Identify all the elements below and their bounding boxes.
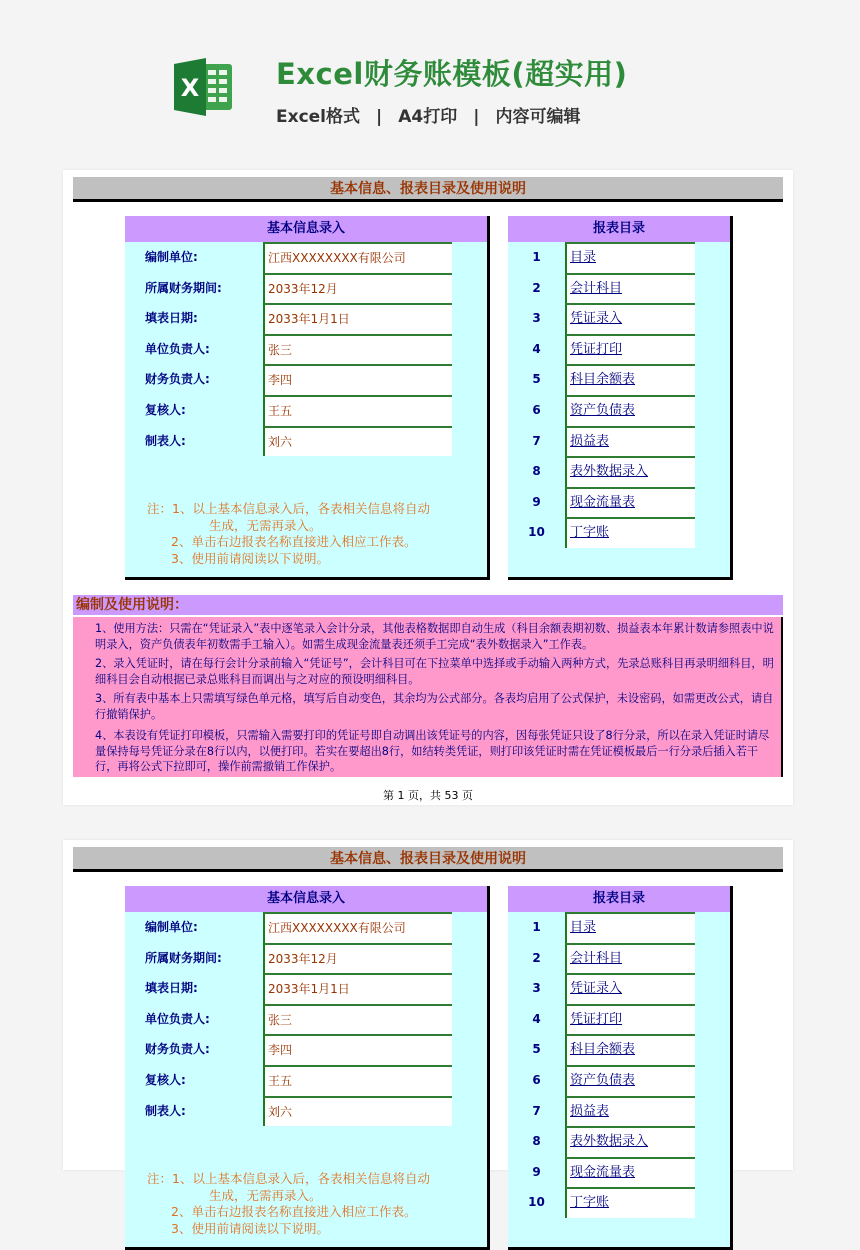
catalog-link[interactable]: 会计科目 <box>565 943 695 974</box>
note-line: 2、单击右边报表名称直接进入相应工作表。 <box>171 1204 417 1219</box>
field-value-cell[interactable]: 王五 <box>263 395 452 426</box>
catalog-number: 8 <box>532 464 541 479</box>
field-value-cell[interactable]: 张三 <box>263 334 452 365</box>
catalog-number: 9 <box>532 1164 541 1179</box>
sheet-page-1 <box>63 170 793 805</box>
feature-editable: 内容可编辑 <box>495 107 581 127</box>
field-value-cell[interactable]: 江西XXXXXXXX有限公司 <box>263 242 452 273</box>
catalog-title: 报表目录 <box>508 886 730 912</box>
info-row <box>125 1004 487 1035</box>
instruction-item: 3、所有表中基本上只需填写绿色单元格，填写后自动变色，其余均为公式部分。各表均启用了公式保护，未设密码，如需更改公式，请自行撤销保护。 <box>95 692 774 721</box>
catalog-number: 10 <box>528 525 545 540</box>
catalog-number: 1 <box>532 250 541 264</box>
field-label: 财务负责人: <box>145 372 210 387</box>
catalog-link[interactable]: 凭证录入 <box>565 973 695 1004</box>
info-row <box>125 1065 487 1096</box>
catalog-number: 4 <box>532 1011 541 1026</box>
catalog-number: 9 <box>532 494 541 509</box>
field-label: 所属财务期间: <box>145 950 222 965</box>
catalog-link[interactable]: 损益表 <box>565 426 695 457</box>
note-line: 生成，无需再录入。 <box>209 517 322 533</box>
info-row <box>125 426 487 457</box>
info-row <box>125 973 487 1004</box>
catalog-row <box>508 1034 730 1065</box>
catalog-row <box>508 395 730 426</box>
field-value-cell[interactable]: 江西XXXXXXXX有限公司 <box>263 912 452 943</box>
catalog-number: 7 <box>532 433 541 448</box>
catalog-row <box>508 912 730 943</box>
separator: | <box>376 107 383 127</box>
page-title: Excel财务账模板(超实用) <box>276 57 628 91</box>
note-line: 2、单击右边报表名称直接进入相应工作表。 <box>171 534 417 549</box>
catalog-number: 2 <box>532 950 541 965</box>
catalog-link[interactable]: 资产负债表 <box>565 395 695 426</box>
note-line: 注：1、以上基本信息录入后，各表相关信息将自动 <box>147 501 430 516</box>
info-row <box>125 364 487 395</box>
page-footer: 第 1 页，共 53 页 <box>383 789 473 802</box>
catalog-row <box>508 426 730 457</box>
field-label: 编制单位: <box>145 920 198 934</box>
info-row <box>125 912 487 943</box>
instruction-item: 4、本表设有凭证打印模板，只需输入需要打印的凭证号即自动调出该凭证号的内容，因每张凭证只设了8行分录，所以在录入凭证时请尽量保持每号凭证分录在8行以内，以便打印。若实在要超出8行，如结转类凭证，则打印该凭证时需在凭证模板最后一行分录后插入若干行，再将公式下拉即可，操作前需撤销工作保护。 <box>95 729 770 773</box>
note-line: 生成，无需再录入。 <box>209 1187 322 1203</box>
field-label: 财务负责人: <box>145 1042 210 1057</box>
catalog-link[interactable]: 目录 <box>565 912 695 943</box>
field-label: 制表人: <box>145 1103 186 1118</box>
catalog-number: 3 <box>532 311 541 326</box>
catalog-link[interactable]: 表外数据录入 <box>565 456 695 487</box>
catalog-row <box>508 517 730 548</box>
info-row <box>125 1034 487 1065</box>
catalog-panel <box>508 216 733 580</box>
catalog-title: 报表目录 <box>508 216 730 242</box>
sheet-banner: 基本信息、报表目录及使用说明 <box>73 847 783 872</box>
basic-info-title: 基本信息录入 <box>125 886 487 912</box>
field-value-cell[interactable]: 李四 <box>263 1034 452 1065</box>
catalog-link[interactable]: 损益表 <box>565 1096 695 1127</box>
info-row <box>125 303 487 334</box>
catalog-row <box>508 456 730 487</box>
field-value-cell[interactable]: 刘六 <box>263 1096 452 1127</box>
catalog-row <box>508 334 730 365</box>
info-row <box>125 943 487 974</box>
basic-info-title: 基本信息录入 <box>125 216 487 242</box>
field-label: 复核人: <box>145 1072 186 1087</box>
catalog-link[interactable]: 会计科目 <box>565 273 695 304</box>
catalog-link[interactable]: 科目余额表 <box>565 364 695 395</box>
info-notes <box>147 1171 430 1237</box>
catalog-panel <box>508 886 733 1250</box>
catalog-row <box>508 364 730 395</box>
info-row <box>125 395 487 426</box>
catalog-link[interactable]: 凭证打印 <box>565 334 695 365</box>
catalog-link[interactable]: 科目余额表 <box>565 1034 695 1065</box>
catalog-number: 5 <box>532 372 541 387</box>
info-notes <box>147 501 430 567</box>
catalog-row <box>508 1126 730 1157</box>
catalog-number: 6 <box>532 1072 541 1087</box>
catalog-number: 8 <box>532 1134 541 1149</box>
sheet-banner: 基本信息、报表目录及使用说明 <box>73 177 783 202</box>
field-label: 单位负责人: <box>145 1011 210 1026</box>
catalog-number: 6 <box>532 402 541 417</box>
field-value-cell[interactable]: 2033年12月 <box>263 273 452 304</box>
field-value-cell[interactable]: 2033年1月1日 <box>263 303 452 334</box>
separator: | <box>473 107 480 127</box>
catalog-link[interactable]: 表外数据录入 <box>565 1126 695 1157</box>
catalog-row <box>508 1065 730 1096</box>
instructions-body <box>73 617 783 777</box>
info-row <box>125 273 487 304</box>
feature-format: Excel格式 <box>276 107 361 127</box>
field-value-cell[interactable]: 2033年1月1日 <box>263 973 452 1004</box>
note-line: 3、使用前请阅读以下说明。 <box>171 550 329 566</box>
field-label: 所属财务期间: <box>145 280 222 295</box>
field-label: 填表日期: <box>145 311 198 326</box>
basic-info-panel <box>125 216 490 580</box>
field-label: 复核人: <box>145 402 186 417</box>
instructions-title: 编制及使用说明： <box>73 595 783 615</box>
catalog-number: 2 <box>532 280 541 295</box>
catalog-number: 7 <box>532 1103 541 1118</box>
catalog-link[interactable]: 丁字账 <box>565 1187 695 1218</box>
catalog-number: 5 <box>532 1042 541 1057</box>
catalog-row <box>508 242 730 273</box>
catalog-number: 4 <box>532 341 541 356</box>
instruction-item: 1、使用方法：只需在“凭证录入”表中逐笔录入会计分录，其他表格数据即自动生成（科目余额表期初数、损益表本年累计数请参照表中说明录入，资产负债表年初数需手工输入）。如需生成现金流量表还须手工完成“表外数据录入”工作表。 <box>95 622 774 651</box>
catalog-row <box>508 487 730 518</box>
info-row <box>125 334 487 365</box>
catalog-number: 10 <box>528 1195 545 1210</box>
catalog-row <box>508 1096 730 1127</box>
catalog-number: 3 <box>532 981 541 996</box>
basic-info-panel <box>125 886 490 1250</box>
sheet-page-2 <box>63 840 793 1236</box>
catalog-row <box>508 273 730 304</box>
catalog-number: 1 <box>532 920 541 934</box>
field-value-cell[interactable]: 刘六 <box>263 426 452 457</box>
catalog-link[interactable]: 现金流量表 <box>565 487 695 518</box>
note-line: 3、使用前请阅读以下说明。 <box>171 1220 329 1236</box>
field-value-cell[interactable]: 2033年12月 <box>263 943 452 974</box>
field-label: 编制单位: <box>145 250 198 264</box>
note-line: 注：1、以上基本信息录入后，各表相关信息将自动 <box>147 1171 430 1186</box>
catalog-row <box>508 943 730 974</box>
field-value-cell[interactable]: 王五 <box>263 1065 452 1096</box>
svg-text:X: X <box>180 74 200 102</box>
catalog-row <box>508 303 730 334</box>
info-row <box>125 242 487 273</box>
catalog-row <box>508 1157 730 1188</box>
field-value-cell[interactable]: 李四 <box>263 364 452 395</box>
catalog-link[interactable]: 资产负债表 <box>565 1065 695 1096</box>
catalog-link[interactable]: 现金流量表 <box>565 1157 695 1188</box>
catalog-link[interactable]: 目录 <box>565 242 695 273</box>
catalog-link[interactable]: 凭证录入 <box>565 303 695 334</box>
catalog-link[interactable]: 凭证打印 <box>565 1004 695 1035</box>
catalog-row <box>508 1004 730 1035</box>
catalog-link[interactable]: 丁字账 <box>565 517 695 548</box>
instruction-item: 2、录入凭证时，请在每行会计分录前输入“凭证号”，会计科目可在下拉菜单中选择或手动输入两种方式，先录总账科目再录明细科目，明细科目会自动根据已录总账科目而调出与之对应的预设明细科目。 <box>95 657 774 686</box>
field-value-cell[interactable]: 张三 <box>263 1004 452 1035</box>
field-label: 制表人: <box>145 433 186 448</box>
info-row <box>125 1096 487 1127</box>
feature-list <box>276 102 580 127</box>
catalog-row <box>508 1187 730 1218</box>
catalog-row <box>508 973 730 1004</box>
field-label: 单位负责人: <box>145 341 210 356</box>
feature-print: A4打印 <box>398 107 458 127</box>
excel-logo-icon <box>172 56 234 118</box>
field-label: 填表日期: <box>145 981 198 996</box>
